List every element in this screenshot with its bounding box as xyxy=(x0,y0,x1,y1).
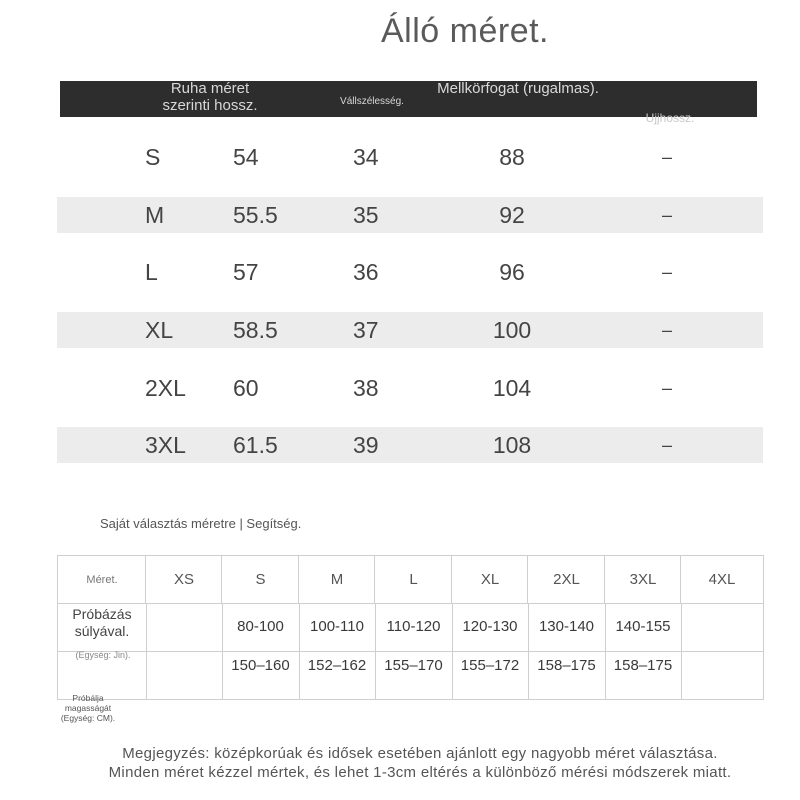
table-row xyxy=(57,370,763,406)
grid-column-divider xyxy=(681,603,682,699)
grid-size-header: 2XL xyxy=(553,571,580,588)
grid-divider xyxy=(58,651,763,652)
size-help-link[interactable]: Saját választás méretre | Segítség. xyxy=(100,516,302,531)
size-cell: 2XL xyxy=(145,375,186,401)
size-cell: M xyxy=(145,202,165,228)
grid-size-header: L xyxy=(409,571,418,588)
grid-size-header: XL xyxy=(480,571,500,588)
grid-size-header: XS xyxy=(173,571,194,588)
length-cell: 60 xyxy=(233,375,259,401)
note-line: Minden méret kézzel mértek, és lehet 1-3cm eltérés a különböző mérési módszerek miatt. xyxy=(108,764,732,781)
chest-cell: 108 xyxy=(492,432,532,458)
height-cell: 150–160 xyxy=(231,657,290,674)
sleeve-cell: – xyxy=(661,320,672,340)
weight-cell: 140-155 xyxy=(615,618,671,635)
grid-corner-label: Méret. xyxy=(86,574,118,586)
chest-cell: 104 xyxy=(492,375,532,401)
chest-cell: 96 xyxy=(499,259,525,285)
chest-cell: 92 xyxy=(499,202,525,228)
grid-size-header: 4XL xyxy=(708,571,736,588)
weight-cell: 100-110 xyxy=(310,618,364,635)
size-guide-table xyxy=(57,555,764,700)
table-row xyxy=(57,197,763,233)
header-sleeve: Ujjhossz. xyxy=(645,111,695,125)
grid-column-divider xyxy=(146,603,147,699)
shoulder-cell: 36 xyxy=(353,259,379,285)
sleeve-cell: – xyxy=(661,262,672,282)
length-cell: 61.5 xyxy=(233,432,278,458)
sleeve-cell: – xyxy=(661,147,672,167)
height-cell: 152–162 xyxy=(307,657,367,674)
table-row xyxy=(57,312,763,348)
sleeve-cell: – xyxy=(661,435,672,455)
page-title: Álló méret. xyxy=(381,12,549,50)
weight-cell: 120-130 xyxy=(462,618,518,635)
size-cell: 3XL xyxy=(145,432,186,458)
header-chest: Mellkörfogat (rugalmas). xyxy=(437,80,599,97)
shoulder-cell: 38 xyxy=(353,375,379,401)
table-row xyxy=(57,254,763,290)
size-cell: S xyxy=(145,144,161,170)
shoulder-cell: 39 xyxy=(353,432,379,458)
weight-unit-label: (Egység: Jin). xyxy=(75,650,131,660)
header-length: Ruha méret szerinti hossz. xyxy=(162,80,258,115)
size-cell: XL xyxy=(145,317,174,343)
weight-cell: 110-120 xyxy=(386,618,441,635)
table-row xyxy=(57,427,763,463)
chest-cell: 88 xyxy=(499,144,525,170)
height-row-label: Próbálja magasságát (Egység: CM). xyxy=(60,693,116,723)
grid-size-header: 3XL xyxy=(629,571,657,588)
length-cell: 57 xyxy=(233,259,259,285)
height-cell: 155–170 xyxy=(384,657,443,674)
sleeve-cell: – xyxy=(661,378,672,398)
shoulder-cell: 34 xyxy=(353,144,379,170)
weight-cell: 130-140 xyxy=(538,618,595,635)
weight-cell: 80-100 xyxy=(237,618,284,635)
sleeve-cell: – xyxy=(661,205,672,225)
length-cell: 54 xyxy=(233,144,259,170)
chest-cell: 100 xyxy=(492,317,532,343)
length-cell: 58.5 xyxy=(233,317,278,343)
length-cell: 55.5 xyxy=(233,202,278,228)
weight-row-label: Próbázás súlyával. xyxy=(72,606,132,639)
height-cell: 158–175 xyxy=(537,657,596,674)
height-cell: 158–175 xyxy=(613,657,673,674)
shoulder-cell: 35 xyxy=(353,202,379,228)
shoulder-cell: 37 xyxy=(353,317,379,343)
size-cell: L xyxy=(145,259,158,285)
grid-size-header: S xyxy=(255,571,266,588)
note-line: Megjegyzés: középkorúak és idősek esetében ajánlott egy nagyobb méret választása. xyxy=(122,745,718,762)
grid-divider xyxy=(58,603,763,604)
table-row xyxy=(57,139,763,175)
grid-size-header: M xyxy=(330,571,344,588)
header-shoulder: Vállszélesség. xyxy=(340,96,404,107)
height-cell: 155–172 xyxy=(460,657,520,674)
